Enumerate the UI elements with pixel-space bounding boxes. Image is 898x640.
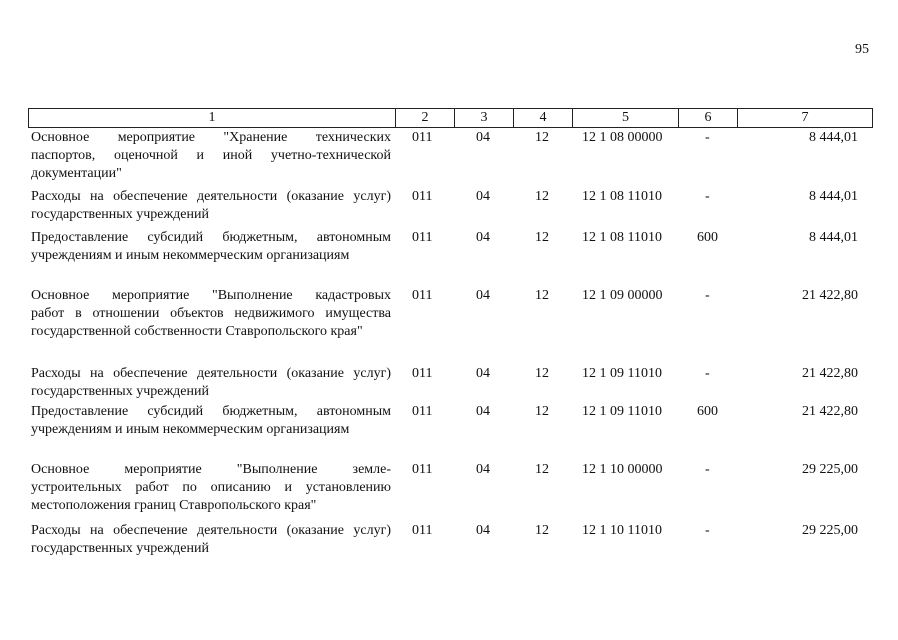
- row-section-code: 04: [476, 130, 490, 145]
- row-ministry-code: 011: [412, 404, 433, 419]
- row-target-article: 12 1 09 11010: [582, 404, 662, 419]
- description-line: государственных учреждений: [31, 207, 209, 222]
- row-amount: 8 444,01: [809, 130, 858, 145]
- row-expense-type: -: [705, 366, 710, 381]
- row-ministry-code: 011: [412, 288, 433, 303]
- row-subsection-code: 12: [535, 288, 549, 303]
- row-expense-type: 600: [697, 230, 718, 245]
- row-expense-type: -: [705, 462, 710, 477]
- row-description: [31, 461, 391, 515]
- column-header-row: [29, 109, 873, 128]
- row-target-article: 12 1 09 00000: [582, 288, 663, 303]
- description-line: работ в отношении объектов недвижимого имущества: [31, 306, 391, 321]
- description-line: Расходы на обеспечение деятельности (оказание услуг): [31, 366, 391, 381]
- description-line: государственных учреждений: [31, 384, 209, 399]
- row-subsection-code: 12: [535, 404, 549, 419]
- row-section-code: 04: [476, 189, 490, 204]
- row-description: [31, 188, 391, 224]
- row-section-code: 04: [476, 230, 490, 245]
- row-section-code: 04: [476, 288, 490, 303]
- column-header-table: [28, 108, 873, 128]
- row-subsection-code: 12: [535, 462, 549, 477]
- row-ministry-code: 011: [412, 523, 433, 538]
- description-line: Основное мероприятие "Выполнение земле-: [31, 462, 391, 477]
- column-header: 1: [29, 109, 396, 128]
- row-description: [31, 403, 391, 439]
- row-expense-type: 600: [697, 404, 718, 419]
- row-description: [31, 229, 391, 265]
- row-section-code: 04: [476, 523, 490, 538]
- row-expense-type: -: [705, 130, 710, 145]
- description-line: Расходы на обеспечение деятельности (оказание услуг): [31, 523, 391, 538]
- column-header: 5: [573, 109, 679, 128]
- row-description: [31, 287, 391, 341]
- row-amount: 21 422,80: [802, 366, 858, 381]
- row-section-code: 04: [476, 462, 490, 477]
- description-line: государственной собственности Ставропольского края": [31, 324, 363, 339]
- row-amount: 21 422,80: [802, 404, 858, 419]
- description-line: паспортов, оценочной и иной учетно-технической: [31, 148, 391, 163]
- description-line: документации": [31, 166, 122, 181]
- row-expense-type: -: [705, 523, 710, 538]
- row-ministry-code: 011: [412, 366, 433, 381]
- row-target-article: 12 1 08 11010: [582, 189, 662, 204]
- row-target-article: 12 1 09 11010: [582, 366, 662, 381]
- description-line: учреждениям и иным некоммерческим организациям: [31, 422, 350, 437]
- description-line: Расходы на обеспечение деятельности (оказание услуг): [31, 189, 391, 204]
- row-subsection-code: 12: [535, 366, 549, 381]
- row-target-article: 12 1 08 11010: [582, 230, 662, 245]
- row-section-code: 04: [476, 404, 490, 419]
- row-ministry-code: 011: [412, 130, 433, 145]
- description-line: Предоставление субсидий бюджетным, автономным: [31, 404, 391, 419]
- description-line: Основное мероприятие "Выполнение кадастровых: [31, 288, 391, 303]
- row-subsection-code: 12: [535, 230, 549, 245]
- column-header: 6: [679, 109, 738, 128]
- column-header: 4: [514, 109, 573, 128]
- row-section-code: 04: [476, 366, 490, 381]
- row-amount: 8 444,01: [809, 230, 858, 245]
- row-subsection-code: 12: [535, 523, 549, 538]
- row-amount: 8 444,01: [809, 189, 858, 204]
- row-subsection-code: 12: [535, 130, 549, 145]
- description-line: Предоставление субсидий бюджетным, автономным: [31, 230, 391, 245]
- column-header: 2: [396, 109, 455, 128]
- row-description: [31, 522, 391, 558]
- row-ministry-code: 011: [412, 462, 433, 477]
- column-header: 7: [738, 109, 873, 128]
- row-ministry-code: 011: [412, 230, 433, 245]
- row-amount: 29 225,00: [802, 523, 858, 538]
- row-target-article: 12 1 10 11010: [582, 523, 662, 538]
- row-expense-type: -: [705, 189, 710, 204]
- row-subsection-code: 12: [535, 189, 549, 204]
- row-description: [31, 365, 391, 401]
- description-line: Основное мероприятие "Хранение технических: [31, 130, 391, 145]
- description-line: местоположения границ Ставропольского края": [31, 498, 317, 513]
- row-amount: 21 422,80: [802, 288, 858, 303]
- column-header: 3: [455, 109, 514, 128]
- row-target-article: 12 1 10 00000: [582, 462, 663, 477]
- page-number: 95: [855, 42, 869, 57]
- description-line: учреждениям и иным некоммерческим организациям: [31, 248, 350, 263]
- row-ministry-code: 011: [412, 189, 433, 204]
- description-line: государственных учреждений: [31, 541, 209, 556]
- row-target-article: 12 1 08 00000: [582, 130, 663, 145]
- row-description: [31, 129, 391, 183]
- description-line: устроительных работ по описанию и установлению: [31, 480, 391, 495]
- row-expense-type: -: [705, 288, 710, 303]
- row-amount: 29 225,00: [802, 462, 858, 477]
